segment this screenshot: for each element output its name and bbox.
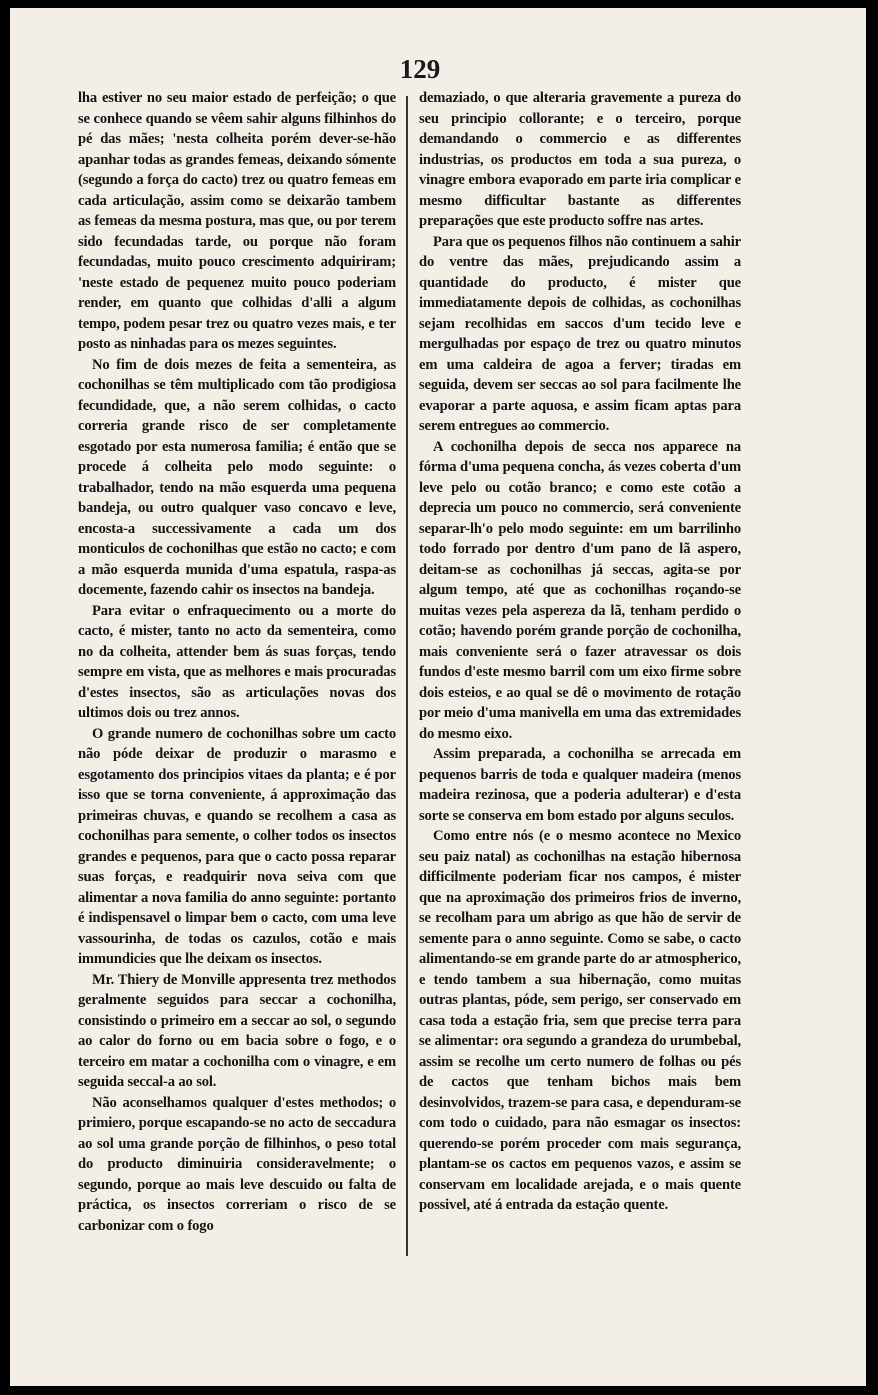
paragraph: Para evitar o enfraquecimento ou a morte do cacto, é mister, tanto no acto da sementeira, como no da colheita, attender bem ás suas forças, tendo sempre em vista, que as melhores e mais procuradas d'estes insectos, são as articulações novas dos ultimos dois ou trez annos. [78, 602, 396, 721]
paragraph: Assim preparada, a cochonilha se arrecada em pequenos barris de toda e qualquer madeira (menos madeira rezinosa, que a poderia adulterar) e d'esta sorte se conserva em bom estado por alguns seculos. [419, 746, 741, 824]
paragraph: O grande numero de cochonilhas sobre um cacto não póde deixar de produzir o marasmo e esgotamento dos principios vitaes da planta; e é por isso que se torna conveniente, á approximação das primeiras chuvas, e quando se recolhem a casa as cochonilhas para semente, o colher todos os insectos grandes e pequenos, para que o cacto possa reparar suas forças, e readquirir nova seiva com que alimentar a nova familia do anno seguinte: portanto é indispensavel o limpar bem o cacto, com uma leve vassourinha, de todas os cazulos, cotão e mais immundicies que lhe deixam os insectos. [78, 725, 396, 967]
right-column [419, 88, 741, 1216]
paragraph: Não aconselhamos qualquer d'estes methodos; o primiero, porque escapando-se no acto de seccadura ao sol uma grande porção de filhinhos, o peso total do producto diminuiria consideravelmente; o segundo, porque ao mais leve descuido ou falta de práctica, os insectos correriam o risco de se carbonizar com o fogo [78, 1094, 396, 1234]
paragraph: Mr. Thiery de Monville appresenta trez methodos geralmente seguidos para seccar a cochonilha, consistindo o primeiro em a seccar ao sol, o segundo ao calor do forno ou em bacia sobre o fogo, e o terceiro em matar a cochonilha com o vinagre, e em seguida seccal-a ao sol. [78, 971, 396, 1090]
left-column [78, 88, 396, 1236]
paragraph: No fim de dois mezes de feita a sementeira, as cochonilhas se têm multiplicado com tão prodigiosa fecundidade, que, a não serem colhidas, o cacto correria grande risco de ser completamente esgotado por esta numerosa familia; é então que se procede á colheita pelo modo seguinte: o trabalhador, tendo na mão esquerda uma pequena bandeja, ou outro qualquer vaso concavo e leve, encosta-a successivamente a cada um dos monticulos de cochonilhas que estão no cacto; e com a mão esquerda munida d'uma espatula, raspa-as docemente, fazendo cahir os insectos na bandeja. [78, 356, 396, 598]
column-divider [406, 96, 408, 1256]
page-number: 129 [399, 54, 441, 84]
paragraph: Como entre nós (e o mesmo acontece no Mexico seu paiz natal) as cochonilhas na estação hibernosa difficilmente poderiam ficar nos campos, é mister que na aproximação dos primeiros frios de inverno, se recolham para um abrigo as que hão de servir de semente para o anno seguinte. Como se sabe, o cacto alimentando-se em grande parte do ar atmospherico, e tendo tambem a sua hibernação, como muitas outras plantas, póde, sem perigo, ser conservado em casa toda a estação fria, sem que precise terra para se alimentar: ora segundo a grandeza do urumbebal, assim se recolhe um certo numero de folhas ou pés de cactos que tenham bichos mais bem desinvolvidos, trazem-se para casa, e dependuram-se com todo o cuidado, para não esmagar os insectos: querendo-se porém proceder com mais segurança, plantam-se os cactos em pequenos vazos, e assim se conservam em localidade arejada, e o mais quente possivel, até á entrada da estação quente. [419, 828, 741, 1213]
paragraph: demaziado, o que alteraria gravemente a pureza do seu principio collorante; e o terceiro, porque demandando o commercio e as differentes industrias, os productos em toda a sua pureza, o vinagre embora evaporado em parte iria complicar e mesmo difficultar bastante as differentes preparações que este producto soffre nas artes. [419, 90, 741, 229]
paragraph: lha estiver no seu maior estado de perfeição; o que se conhece quando se vêem sahir alguns filhinhos do pé das mães; 'nesta colheita porém dever-se-hão apanhar todas as grandes femeas, deixando sómente (segundo a força do cacto) trez ou quatro femeas em cada articulação, assim como se deixarão tambem as femeas da mesma postura, mas que, ou por terem sido fecundadas tarde, ou porque não foram fecundadas, muito pouco crescimento adquiriram; 'neste estado de pequenez muito pouco poderiam render, em quanto que colhidas d'alli a algum tempo, podem pesar trez ou quatro vezes mais, e ter posto as ninhadas para os mezes seguintes. [78, 90, 396, 352]
paragraph: A cochonilha depois de secca nos apparece na fórma d'uma pequena concha, ás vezes coberta d'um leve pelo ou cotão branco; e como este cotão a deprecia um pouco no commercio, será conveniente separar-lh'o pelo modo seguinte: em um barrilinho todo forrado por dentro d'um pano de lã aspero, deitam-se as cochonilhas já seccas, agita-se por algum tempo, até que as cochonilhas roçando-se muitas vezes pela aspereza da lã, tenham perdido o cotão; havendo porém grande porção de cochonilha, mais conveniente será o fazer atravessar os dois fundos d'este mesmo barril com um eixo firme sobre dois esteios, e ao qual se dê o movimento de rotação por meio d'uma manivella em uma das extremidades do mesmo eixo. [419, 438, 741, 742]
paragraph: Para que os pequenos filhos não continuem a sahir do ventre das mães, prejudicando assim a quantidade do producto, é mister que immediatamente depois de colhidas, as cochonilhas sejam recolhidas em saccos d'um tecido leve e mergulhadas por espaço de trez ou quatro minutos em uma caldeira de agoa a ferver; tiradas em seguida, devem ser seccas ao sol para facilmente lhe evaporar a parte aquosa, e assim ficam aptas para serem entregues ao commercio. [419, 233, 741, 434]
document-page [10, 8, 866, 1386]
